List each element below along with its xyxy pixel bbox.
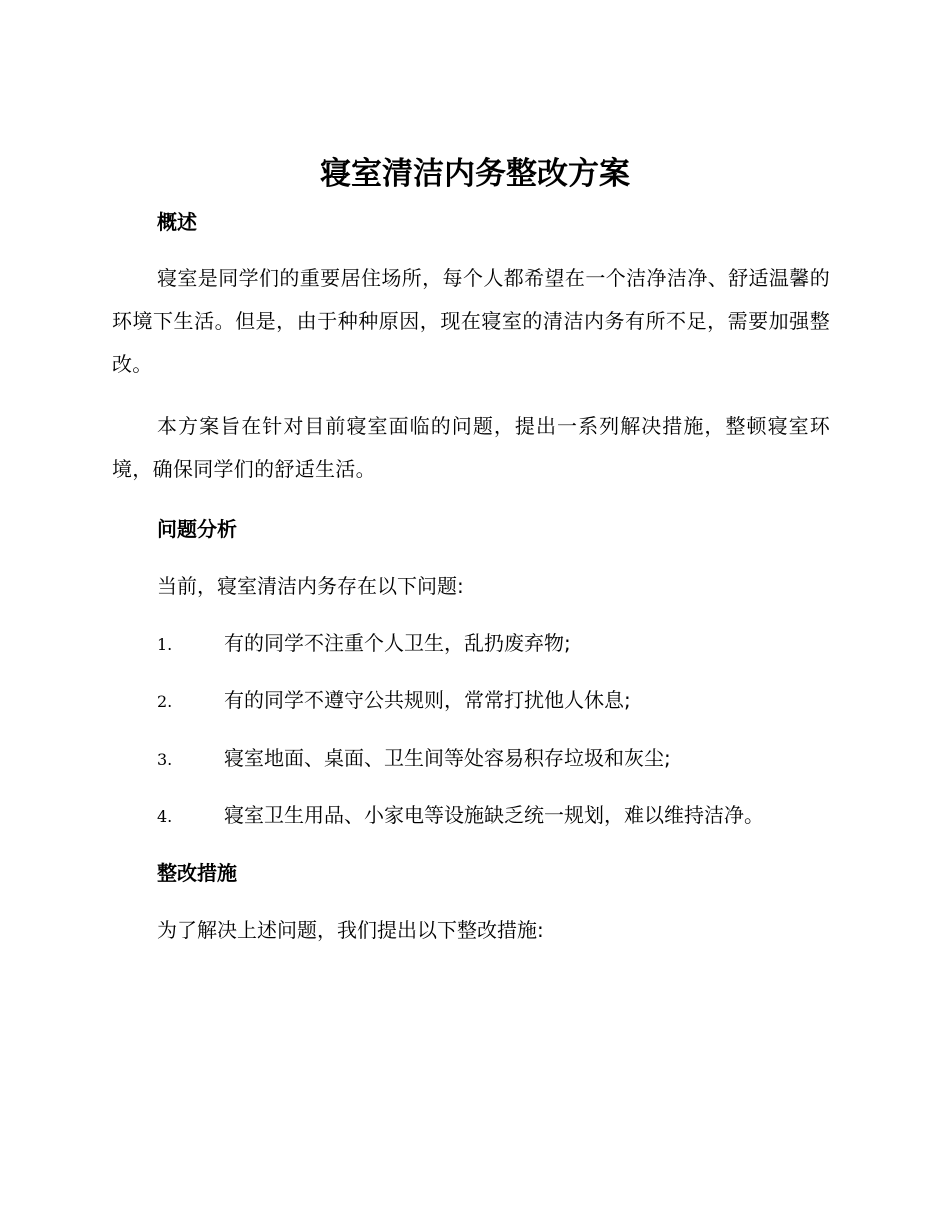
document-title: 寝室清洁内务整改方案 <box>320 156 630 192</box>
list-item <box>157 686 631 716</box>
list-item-text: 有的同学不注重个人卫生，乱扔废弃物; <box>224 631 571 655</box>
overview-paragraph-1: 寝室是同学们的重要居住场所，每个人都希望在一个洁净洁净、舒适温馨的环境下生活。但是，由于种种原因，现在寝室的清洁内务有所不足，需要加强整改。 <box>112 266 830 376</box>
list-item-text: 有的同学不遵守公共规则，常常打扰他人休息; <box>224 688 631 712</box>
section-heading-overview: 概述 <box>157 210 197 234</box>
list-item-text: 寝室卫生用品、小家电等设施缺乏统一规划，难以维持洁净。 <box>224 803 764 827</box>
section-heading-rectification-measures: 整改措施 <box>157 861 237 885</box>
list-item-number: 4. <box>157 807 173 826</box>
list-item-number: 1. <box>157 635 173 654</box>
problem-analysis-intro: 当前，寝室清洁内务存在以下问题: <box>157 574 464 598</box>
list-item-number: 3. <box>157 750 173 769</box>
list-item <box>157 629 571 659</box>
section-heading-problem-analysis: 问题分析 <box>157 517 237 541</box>
overview-paragraph-2: 本方案旨在针对目前寝室面临的问题，提出一系列解决措施，整顿寝室环境，确保同学们的舒适生活。 <box>112 414 830 481</box>
list-item <box>157 801 764 831</box>
list-item <box>157 744 671 774</box>
list-item-text: 寝室地面、桌面、卫生间等处容易积存垃圾和灰尘; <box>224 746 671 770</box>
list-item-number: 2. <box>157 692 173 711</box>
rectification-measures-intro: 为了解决上述问题，我们提出以下整改措施: <box>157 918 544 942</box>
